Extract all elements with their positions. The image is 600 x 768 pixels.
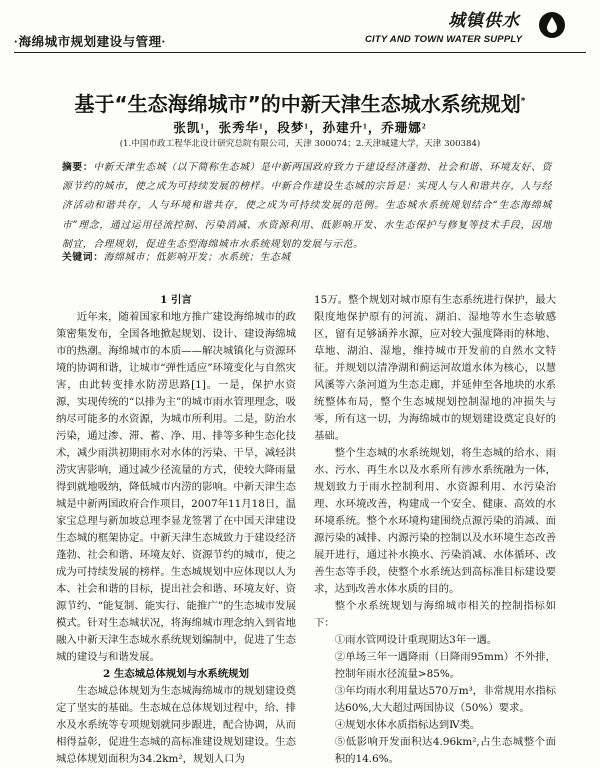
keywords-label: 关键词： — [62, 252, 104, 263]
author-affiliation: (1.中国市政工程华北设计研究总院有限公司，天津 300074；2.天津城建大学，天津 300384) — [119, 139, 481, 149]
header-divider — [14, 52, 586, 53]
journal-logo-english: CITY AND TOWN WATER SUPPLY — [365, 34, 523, 45]
abstract-label: 摘要： — [62, 162, 94, 173]
keywords-text: 海绵城市；低影响开发；水系统；生态城 — [103, 252, 291, 263]
body-column-right — [314, 292, 556, 768]
abstract-text: 中新天津生态城（以下简称生态城）是中新两国政府致力于建设经济蓬勃、社会和谐、环境友好、资源节约的城市，使之成为可持续发展的榜样。中新合作建设生态城的宗旨是：实现人与人和谐共存，人与经济活动和谐共存，人与环境和谐共存，使之成为可持续发展的范例。生态城水系统规划结合“生态海绵城市”理念，通过运用径流控制、污染消减、水资源利用、低影响开发、水生态保护与修复等技术手段，因地制宜，合理规划，促进生态型海绵城市水系统规划的发展与示范。 — [62, 162, 552, 250]
section-heading-planning: 2 生态城总体规划与水系统规划 — [103, 668, 249, 680]
author-list: 张凯¹，张秀华¹，段梦¹，孙建升¹，乔珊娜² — [173, 121, 427, 135]
abstract — [62, 158, 552, 254]
body-column-left — [56, 292, 296, 768]
list-item: ②单场三年一遇降雨（日降雨95mm）不外排，控制年雨水径流量>85%。 — [334, 651, 556, 680]
water-drop-emblem-icon — [537, 10, 567, 40]
paragraph: 生态城总体规划为生态城海绵城市的规划建设奠定了坚实的基础。生态城在总体规划过程中，给、排水及水系统等专项规划就同步跟进，配合协调，从而相得益彰，促进生态城的高标准建设规划建设。生态城总体规划面积为34.2km²，规划人口为 — [56, 685, 296, 765]
paragraph: 整个水系统规划与海绵城市相关的控制指标如下： — [314, 600, 556, 629]
list-item: ③年均雨水利用量达570万m³，非常规用水指标达60%,大大超过两国协议（50%）要求。 — [334, 685, 556, 714]
list-item: ④规划水体水质指标达到Ⅳ类。 — [334, 719, 481, 731]
paragraph: 近年来，随着国家和地方推广建设海绵城市的政策密集发布，全国各地掀起规划、设计、建设海绵城市的热潮。海绵城市的本质——解决城镇化与资源环境的协调和谐，让城市“弹性适应”环境变化与自然灾害，由此转变排水防涝思路[1]。一是，保护水资源，实现传统的“以排为主”的城市雨水管理理念，吸纳尽可能多的水资源，为城市所利用。二是，防治水污染，通过渗、滞、蓄、净、用、排等多种生态化技术，减少雨洪初期雨水对水体的污染、干旱，减轻洪涝灾害影响，通过减少径流量的方式，使较大降雨量得到就地吸纳，降低城市内涝的影响。中新天津生态城是中新两国政府合作项目，2007年11月18日，温家宝总理与新加坡总理李显龙签署了在中国天津建设生态城的框架协定。中新天津生态城致力于建设经济蓬勃、社会和谐、环境友好、资源节约的城市，使之成为可持续发展的榜样。生态城规划中应体现以人为本、社会和谐的目标，提出社会和谐、环境友好、资源节约、“能复制、能实行、能推广”的生态城市发展模式。针对生态城状况，将海绵城市理念纳入到省地融入中新天津生态城水系统规划编制中，促进了生态城的建设与和谐发展。 — [56, 311, 296, 663]
paragraph: 15万。整个规划对城市原有生态系统进行保护，最大限度地保护原有的河流、湖泊、湿地等水生态敏感区，留有足够涵养水源，应对较大强度降雨的林地、草地、湖泊、湿地，维持城市开发前的自然水文特征。并规划以清净湖和蓟运河故道水体为核心，以慧风溪等六条河道为生态走廊，并延伸至各地块的水系统整体布局，整个生态城规划控制湿地的冲损失与零，所有这一切，为海绵城市的规划建设奠定良好的基础。 — [314, 294, 556, 442]
list-item: ①雨水管网设计重现期达3年一遇。 — [334, 634, 498, 646]
article-title: 基于“生态海绵城市”的中新天津生态城水系统规划* — [74, 92, 526, 116]
journal-logo-chinese: 城镇供水 — [448, 11, 520, 31]
journal-section-header: ·海绵城市规划建设与管理· — [14, 35, 167, 49]
list-item: ⑤低影响开发面积达4.96km²,占生态城整个面积的14.6%。 — [334, 736, 556, 765]
section-heading-introduction: 1 引言 — [160, 294, 192, 306]
paragraph: 整个生态城的水系统规划，将生态城的给水、雨水、污水、再生水以及水系所有涉水系统融为一体，规划致力于雨水控制利用、水资源利用、水污染治理、水环境改善，构建成一个安全、健康、高效的水环境系统。整个水环境构建围绕点源污染的消减、面源污染的减排、内源污染的控制以及水环境生态改善展开进行，通过补水换水、污染消减、水体循环、改善生态等手段，使整个水系统达到高标准目标建设要求，达到改善水体水质的目的。 — [314, 447, 556, 595]
keywords — [62, 249, 552, 263]
